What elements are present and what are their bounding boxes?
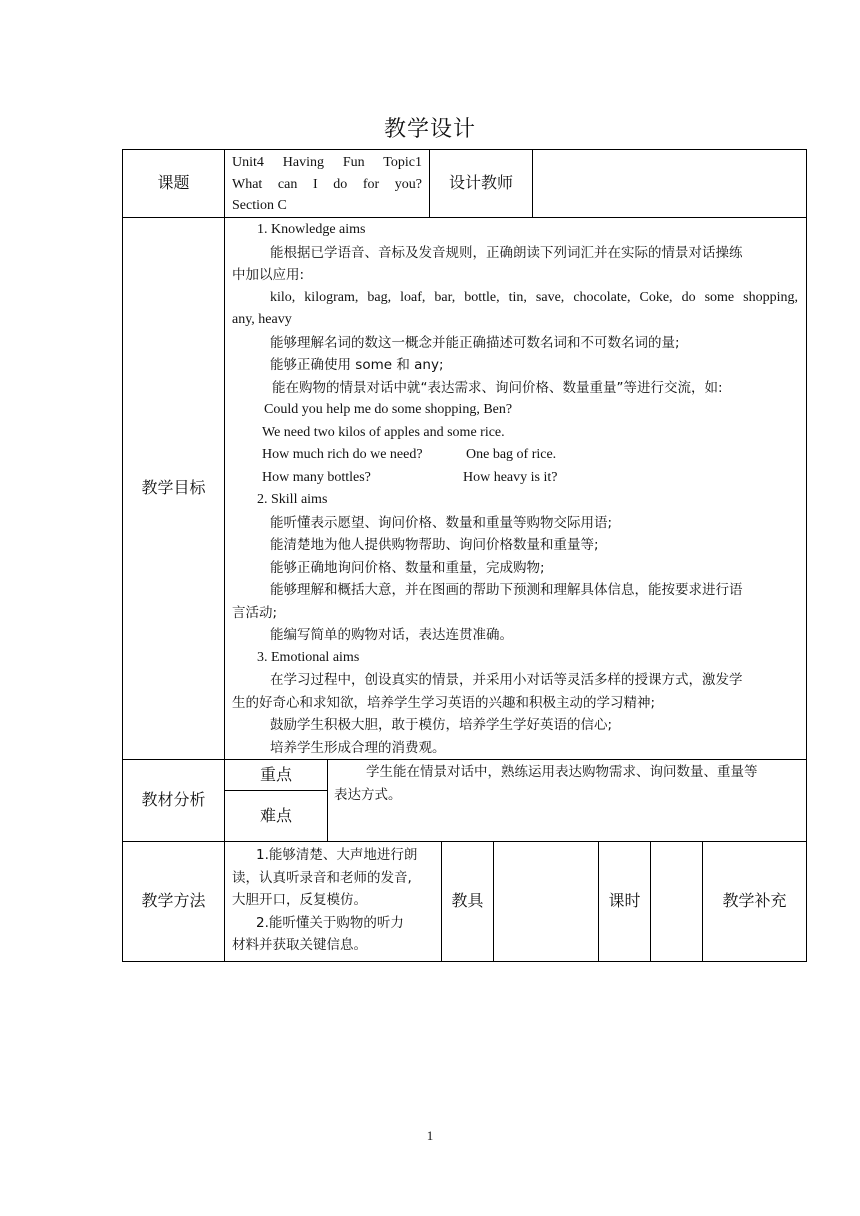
goal-item: 能够理解名词的数这一概念并能正确描述可数名词和不可数名词的量; bbox=[270, 334, 680, 351]
page-title: 教学设计 bbox=[383, 117, 476, 142]
method-text: 读，认真听录音和老师的发音, bbox=[232, 869, 412, 886]
method-text: 大胆开口，反复模仿。 bbox=[232, 892, 367, 908]
example-sentence: How heavy is it? bbox=[463, 469, 558, 485]
goal-item: 能编写简单的购物对话，表达连贯准确。 bbox=[270, 627, 513, 643]
analysis-text: 学生能在情景对话中，熟练运用表达购物需求、询问数量、重量等 bbox=[366, 764, 758, 780]
topic-line: Unit4 Having Fun Topic1 bbox=[232, 155, 422, 170]
example-sentence-pair bbox=[232, 467, 798, 490]
analysis-label: 教材分析 bbox=[141, 790, 206, 810]
emotional-heading: 3. Emotional aims bbox=[257, 649, 360, 665]
goal-item: 鼓励学生积极大胆，敢于模仿，培养学生学好英语的信心; bbox=[270, 717, 613, 733]
goal-item: 能清楚地为他人提供购物帮助、询问价格数量和重量等; bbox=[270, 537, 599, 553]
topic-label: 课题 bbox=[157, 173, 190, 193]
teaching-supplement-label: 教学补充 bbox=[722, 891, 787, 911]
example-sentence: One bag of rice. bbox=[466, 447, 557, 462]
class-hours-value bbox=[651, 842, 702, 961]
analysis-text: 表达方式。 bbox=[334, 786, 402, 803]
goal-item: 能在购物的情景对话中就“表达需求、询问价格、数量重量”等进行交流，如: bbox=[272, 379, 723, 396]
topic-line: What can I do for you? bbox=[232, 176, 422, 192]
example-sentence: Could you help me do some shopping, Ben? bbox=[264, 402, 513, 417]
page-number: 1 bbox=[426, 1128, 434, 1143]
table-border-right bbox=[806, 149, 807, 962]
goal-item: 能根据已学语音、音标及发音规则，正确朗读下列词汇并在实际的情景对话操练 bbox=[270, 244, 743, 261]
topic-value bbox=[232, 152, 422, 217]
teaching-tools-value bbox=[494, 842, 598, 961]
example-sentence: How much rich do we need? bbox=[262, 447, 423, 462]
goal-item: 言活动; bbox=[232, 604, 278, 621]
goal-item: 生的好奇心和求知欲，培养学生学习英语的兴趣和积极主动的学习精神; bbox=[232, 694, 656, 711]
topic-line: Section C bbox=[232, 198, 287, 213]
goals-content bbox=[232, 219, 798, 759]
goal-item: 中加以应用: bbox=[232, 267, 305, 283]
goal-item: 能够理解和概括大意，并在图画的帮助下预测和理解具体信息，能按要求进行语 bbox=[270, 582, 743, 598]
method-text: 1.能够清楚、大声地进行朗 bbox=[256, 847, 418, 863]
method-text: 材料并获取关键信息。 bbox=[232, 937, 367, 953]
method-text: 2.能听懂关于购物的听力 bbox=[256, 914, 404, 931]
example-sentence-pair bbox=[232, 444, 798, 467]
column-divider bbox=[327, 759, 328, 841]
teaching-tools-label: 教具 bbox=[451, 891, 484, 911]
designer-label: 设计教师 bbox=[448, 173, 513, 193]
example-sentence: How many bottles? bbox=[262, 469, 371, 485]
method-content bbox=[232, 844, 437, 957]
goal-item: 能够正确地询问价格、数量和重量，完成购物; bbox=[270, 559, 545, 576]
column-divider bbox=[532, 149, 533, 217]
knowledge-heading: 1. Knowledge aims bbox=[257, 222, 366, 237]
skill-heading: 2. Skill aims bbox=[257, 492, 328, 507]
lesson-plan-table bbox=[122, 149, 807, 962]
key-points-label: 重点 bbox=[259, 764, 292, 784]
vocabulary-list: any, heavy bbox=[232, 312, 292, 327]
class-hours-label: 课时 bbox=[608, 891, 641, 911]
example-sentence: We need two kilos of apples and some rice. bbox=[262, 424, 505, 440]
goals-label: 教学目标 bbox=[141, 478, 206, 498]
method-label: 教学方法 bbox=[141, 891, 206, 911]
goal-item: 能听懂表示愿望、询问价格、数量和重量等购物交际用语; bbox=[270, 514, 613, 531]
goal-item: 在学习过程中，创设真实的情景，并采用小对话等灵活多样的授课方式，激发学 bbox=[270, 672, 743, 688]
analysis-content bbox=[334, 761, 800, 806]
goal-item: 能够正确使用 some 和 any; bbox=[270, 357, 444, 373]
goal-item: 培养学生形成合理的消费观。 bbox=[270, 739, 446, 756]
vocabulary-list: kilo, kilogram, bag, loaf, bar, bottle, tin, save, chocolate, Coke, do some shopping, bbox=[270, 289, 798, 305]
difficult-points-label: 难点 bbox=[259, 805, 292, 825]
